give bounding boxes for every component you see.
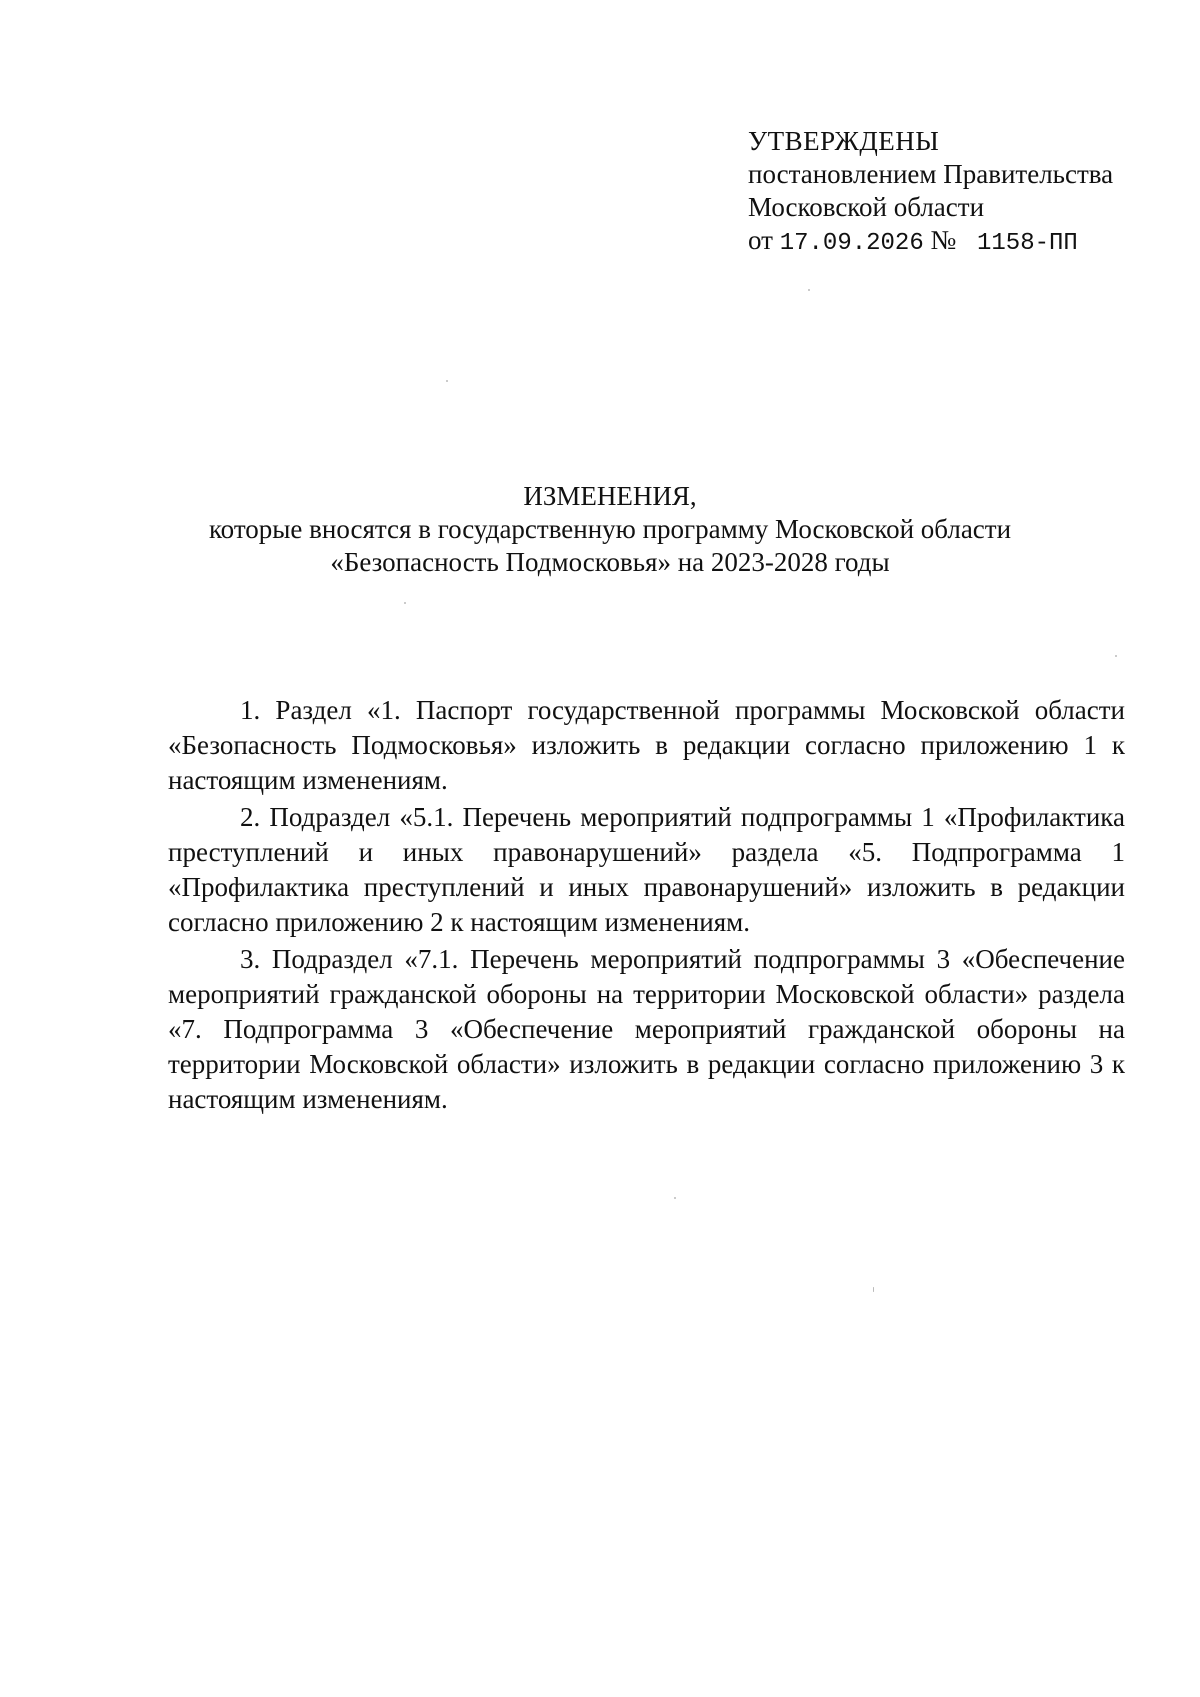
approval-number-sign: № — [930, 225, 957, 255]
approval-date-line — [748, 224, 1148, 260]
approval-date-prefix: от — [748, 225, 773, 255]
scan-speck — [873, 1287, 874, 1292]
approval-date: 17.09.2026 — [779, 230, 924, 257]
document-heading — [150, 480, 1070, 579]
approval-number: 1158-ПП — [977, 230, 1078, 257]
scan-speck — [404, 602, 406, 604]
scan-speck — [808, 289, 810, 291]
paragraph-1: 1. Раздел «1. Паспорт государственной программы Московской области «Безопасность Подмосковья» изложить в редакции согласно приложению 1 к настоящим изменениям. — [168, 695, 1125, 795]
scan-speck — [446, 380, 448, 382]
approval-line-1: постановлением Правительства — [748, 159, 1114, 189]
heading-subtitle-line-2: «Безопасность Подмосковья» на 2023-2028 годы — [330, 547, 890, 577]
approval-title: УТВЕРЖДЕНЫ — [748, 126, 940, 156]
approval-line-2: Московской области — [748, 192, 985, 222]
heading-title: ИЗМЕНЕНИЯ, — [523, 481, 697, 511]
scan-speck — [1115, 655, 1117, 657]
paragraph-2: 2. Подраздел «5.1. Перечень мероприятий подпрограммы 1 «Профилактика преступлений и иных правонарушений» раздела «5. Подпрограмма 1 «Профилактика преступлений и иных правонарушений» изложить в редакции согласно приложению 2 к настоящим изменениям. — [168, 802, 1125, 937]
scan-speck — [674, 1197, 676, 1199]
paragraph-3: 3. Подраздел «7.1. Перечень мероприятий подпрограммы 3 «Обеспечение мероприятий гражданской обороны на территории Московской области» раздела «7. Подпрограмма 3 «Обеспечение мероприятий гражданской обороны на территории Московской области» изложить в редакции согласно приложению 3 к настоящим изменениям. — [168, 944, 1125, 1114]
approval-block — [748, 125, 1148, 260]
document-body — [168, 693, 1125, 1119]
heading-subtitle-line-1: которые вносятся в государственную программу Московской области — [208, 514, 1012, 544]
